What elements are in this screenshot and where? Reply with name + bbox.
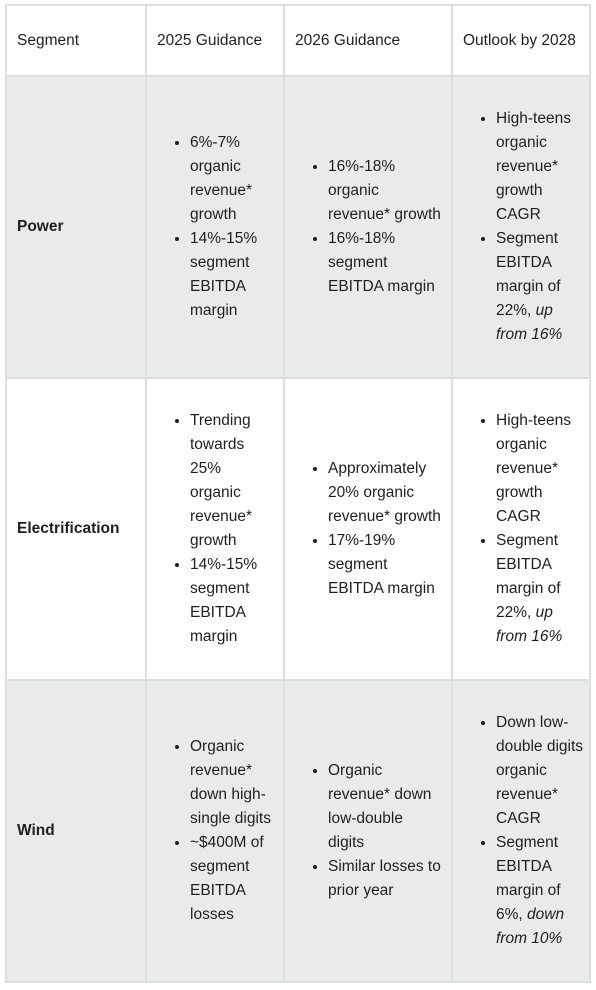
- table-header-row: [6, 5, 590, 76]
- outlook-list: [463, 711, 585, 951]
- outlook-list: [463, 107, 585, 347]
- header-outlook-2028: Outlook by 2028: [452, 5, 590, 76]
- list-item: • 14%-15% segment EBITDA margin: [190, 227, 275, 323]
- guidance-2025-list: [157, 735, 275, 927]
- guidance-2025-list: [157, 131, 275, 323]
- list-item: • 16%-18% organic revenue* growth: [328, 155, 443, 227]
- outlook-text: High-teens organic revenue* growth CAGR: [496, 412, 571, 525]
- list-item: • 6%-7% organic revenue* growth: [190, 131, 275, 227]
- guidance-2026-cell: [284, 378, 452, 680]
- header-2026-guidance: 2026 Guidance: [284, 5, 452, 76]
- segment-name: Wind: [6, 680, 146, 982]
- outlook-text: Segment EBITDA margin of 6%,: [496, 834, 561, 923]
- list-item: • 14%-15% segment EBITDA margin: [190, 553, 275, 649]
- guidance-2025-cell: [146, 378, 284, 680]
- segment-name: Electrification: [6, 378, 146, 680]
- list-item: • 17%-19% segment EBITDA margin: [328, 529, 443, 601]
- guidance-2026-cell: [284, 680, 452, 982]
- guidance-2026-list: [295, 759, 443, 903]
- header-segment: Segment: [6, 5, 146, 76]
- list-item: [496, 831, 585, 951]
- outlook-text: High-teens organic revenue* growth CAGR: [496, 110, 571, 223]
- outlook-text: Segment EBITDA margin of 22%,: [496, 532, 561, 621]
- guidance-2026-cell: [284, 76, 452, 378]
- list-item: [496, 107, 585, 227]
- list-item: [496, 529, 585, 649]
- list-item: • Organic revenue* down low-double digits: [328, 759, 443, 855]
- list-item: • ~$400M of segment EBITDA losses: [190, 831, 275, 927]
- outlook-cell: [452, 378, 590, 680]
- list-item: • Organic revenue* down high-single digits: [190, 735, 275, 831]
- outlook-cell: [452, 76, 590, 378]
- list-item: [496, 409, 585, 529]
- outlook-italic: up from 16%: [496, 604, 563, 645]
- table-row-electrification: [6, 378, 590, 680]
- outlook-italic: up from 16%: [496, 302, 563, 343]
- outlook-text: Segment EBITDA margin of 22%,: [496, 230, 561, 319]
- guidance-2026-list: [295, 457, 443, 601]
- header-2025-guidance: 2025 Guidance: [146, 5, 284, 76]
- list-item: • Approximately 20% organic revenue* growth: [328, 457, 443, 529]
- guidance-table: [5, 4, 591, 983]
- table-row-power: [6, 76, 590, 378]
- guidance-2026-list: [295, 155, 443, 299]
- guidance-2025-cell: [146, 680, 284, 982]
- segment-name: Power: [6, 76, 146, 378]
- list-item: [496, 711, 585, 831]
- list-item: • Similar losses to prior year: [328, 855, 443, 903]
- list-item: • Trending towards 25% organic revenue* growth: [190, 409, 275, 553]
- list-item: • 16%-18% segment EBITDA margin: [328, 227, 443, 299]
- guidance-table-container: [5, 4, 591, 983]
- guidance-2025-list: [157, 409, 275, 649]
- outlook-cell: [452, 680, 590, 982]
- outlook-list: [463, 409, 585, 649]
- outlook-text: Down low-double digits organic revenue* CAGR: [496, 714, 584, 827]
- list-item: [496, 227, 585, 347]
- outlook-italic: down from 10%: [496, 906, 565, 947]
- guidance-2025-cell: [146, 76, 284, 378]
- table-row-wind: [6, 680, 590, 982]
